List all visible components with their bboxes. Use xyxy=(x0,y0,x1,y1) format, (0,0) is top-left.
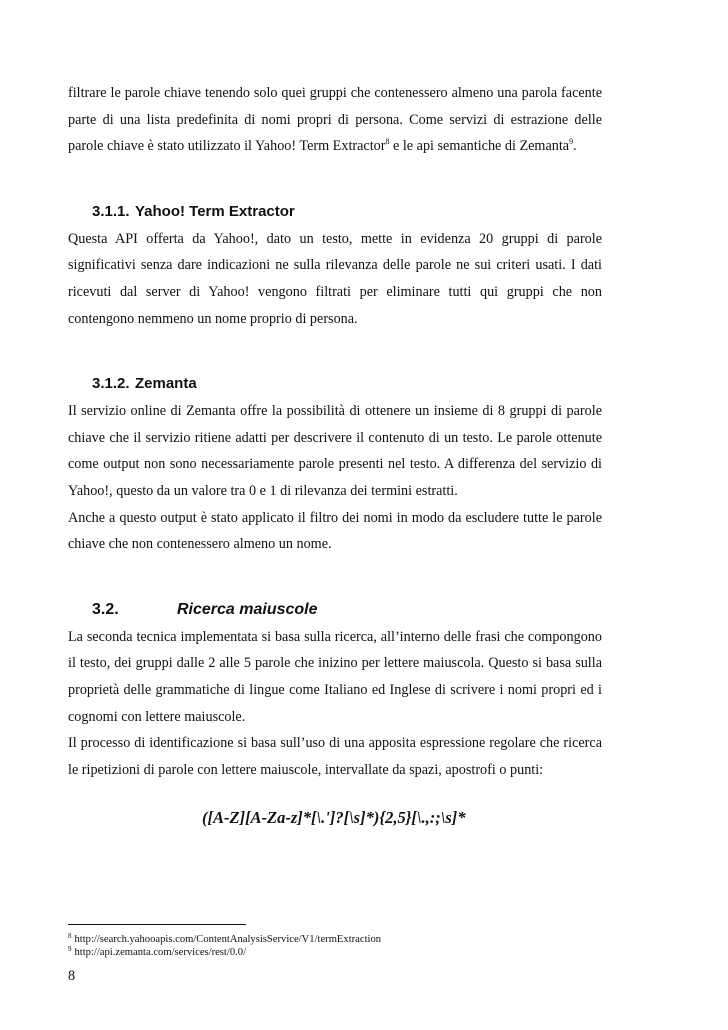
footnote-divider xyxy=(68,924,246,925)
footnote-ref-8[interactable]: 8 xyxy=(385,137,390,147)
footnote-link[interactable]: http://search.yahooapis.com/ContentAnalysisService/V1/termExtraction xyxy=(74,934,382,945)
paragraph-intro-text-c: . xyxy=(573,138,577,155)
paragraph-intro-text-b: e le api semantiche di Zemanta xyxy=(389,138,570,155)
paragraph-zemanta: Il servizio online di Zemanta offre la possibilità di ottenere un insieme di 8 gruppi di parole chiave che il servizio ritiene adatti per descrivere il contenuto di un testo. Le parole ottenute come output non sono necessariamente parole presenti nel testo. A differenza del servizio di Yahoo!, questo da un valore tra 0 e 1 di rilevanza dei termini estratti. xyxy=(68,403,602,499)
page-number: 8 xyxy=(68,968,76,984)
section-heading-3-1-1 xyxy=(68,202,602,222)
footnote-9 xyxy=(68,946,246,959)
regex-formula: ([A-Z][A-Za-z]*[\.']?[\s]*){2,5}[\.,:;\s]* xyxy=(202,808,466,828)
paragraph-zemanta-filter: Anche a questo output è stato applicato il filtro dei nomi in modo da escludere tutte le parole chiave che non contenessero almeno un nome. xyxy=(68,509,602,553)
paragraph-regex-intro: Il processo di identificazione si basa sull’uso di una apposita espressione regolare che ricerca le ripetizioni di parole con lettere maiuscole, intervallate da spazi, apostrofi o punti: xyxy=(68,735,602,778)
section-heading-3-2 xyxy=(68,600,602,620)
footnote-8 xyxy=(68,933,381,946)
section-number: 3.1.2. xyxy=(92,375,130,393)
footnote-mark: 9 xyxy=(68,945,72,953)
section-number: 3.2. xyxy=(92,600,119,618)
paragraph-uppercase-search: La seconda tecnica implementata si basa sulla ricerca, all’interno delle frasi che compongono il testo, dei gruppi dalle 2 alle 5 parole che inizino per lettere maiuscola. Questo si basa sulla proprietà delle grammatiche di lingue come Italiano ed Inglese di scrivere i nomi propri ed i cognomi con lettere maiuscole. xyxy=(68,628,602,725)
section-title: Zemanta xyxy=(135,375,197,393)
section-number: 3.1.1. xyxy=(92,202,130,220)
section-title: Ricerca maiuscole xyxy=(177,600,318,618)
paragraph-intro-text-a: filtrare le parole chiave tenendo solo quei gruppi che contenessero almeno una parola facente parte di una lista predefinita di nomi propri di persona. Come servizi di estrazione delle parole chiave è stato utilizzato il Yahoo! Term Extractor xyxy=(68,85,602,155)
footnote-mark: 8 xyxy=(68,932,72,940)
section-title: Yahoo! Term Extractor xyxy=(135,202,295,220)
paragraph-intro xyxy=(68,80,602,160)
section-heading-3-1-2 xyxy=(68,374,602,394)
page-body xyxy=(68,80,602,829)
paragraph-yahoo: Questa API offerta da Yahoo!, dato un testo, mette in evidenza 20 gruppi di parole significativi senza dare indicazioni ne sulla rilevanza delle parole ne sui criteri usati. I dati ricevuti dal server di Yahoo! vengono filtrati per eliminare tutti qui gruppi che non contengono nemmeno un nome proprio di persona. xyxy=(68,230,602,327)
footnote-link[interactable]: http://api.zemanta.com/services/rest/0.0/ xyxy=(74,947,247,958)
footnote-ref-9[interactable]: 9 xyxy=(569,137,574,147)
